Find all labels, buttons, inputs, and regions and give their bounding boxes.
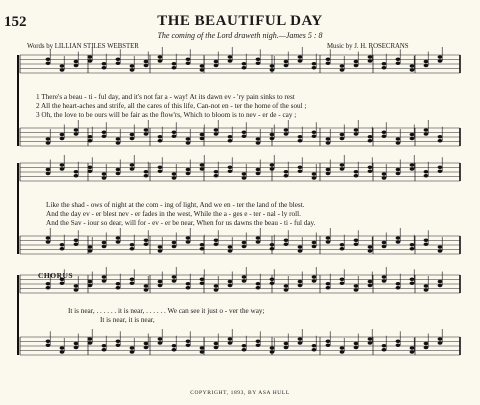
music-credit: Music by J. H. ROSECRANS xyxy=(327,43,409,50)
chorus-label: CHORUS xyxy=(38,271,74,280)
system2-lyric-line-1: Like the shad - ows of night at the com - ing of light, And we en - ter the land of the blest. xyxy=(46,201,305,209)
system1-lyric-line-1: 1 There's a beau - ti - ful day, and it's not far a - way! At its dawn ev - 'ry pain sinks to rest xyxy=(36,93,295,101)
chorus-lyric-line-1: It is near, . . . . . . it is near, . . . . . . We can see it just o - ver the way; xyxy=(68,307,265,315)
copyright-notice: COPYRIGHT, 1893, BY ASA HULL xyxy=(190,390,290,396)
hymn-title: THE BEAUTIFUL DAY xyxy=(157,13,323,29)
system2-lyric-line-2: And the day ev - er blest nev - er fades in the west, While the a - ges e - ter - nal - ly roll. xyxy=(46,210,301,218)
system1-lyric-line-2: 2 All the heart-aches and strife, all the cares of this life, Can-not en - ter the home of the soul ; xyxy=(36,102,307,110)
chorus-lyric-line-2: It is near, it is near, xyxy=(100,316,155,324)
system2-lyric-line-3: And the Sav - iour so dear, will for - ev - er be near, When for us dawns the beau - ti - ful day. xyxy=(46,219,316,227)
page-number: 152 xyxy=(4,14,27,30)
words-credit: Words by LILLIAN STILES WEBSTER xyxy=(27,43,139,50)
system1-lyric-line-3: 3 Oh, the love to be ours will be fair as the flow'rs, Which to bloom is to nev - er de - cay ; xyxy=(36,111,297,119)
epigraph: The coming of the Lord draweth nigh.—James 5 : 8 xyxy=(157,31,323,40)
